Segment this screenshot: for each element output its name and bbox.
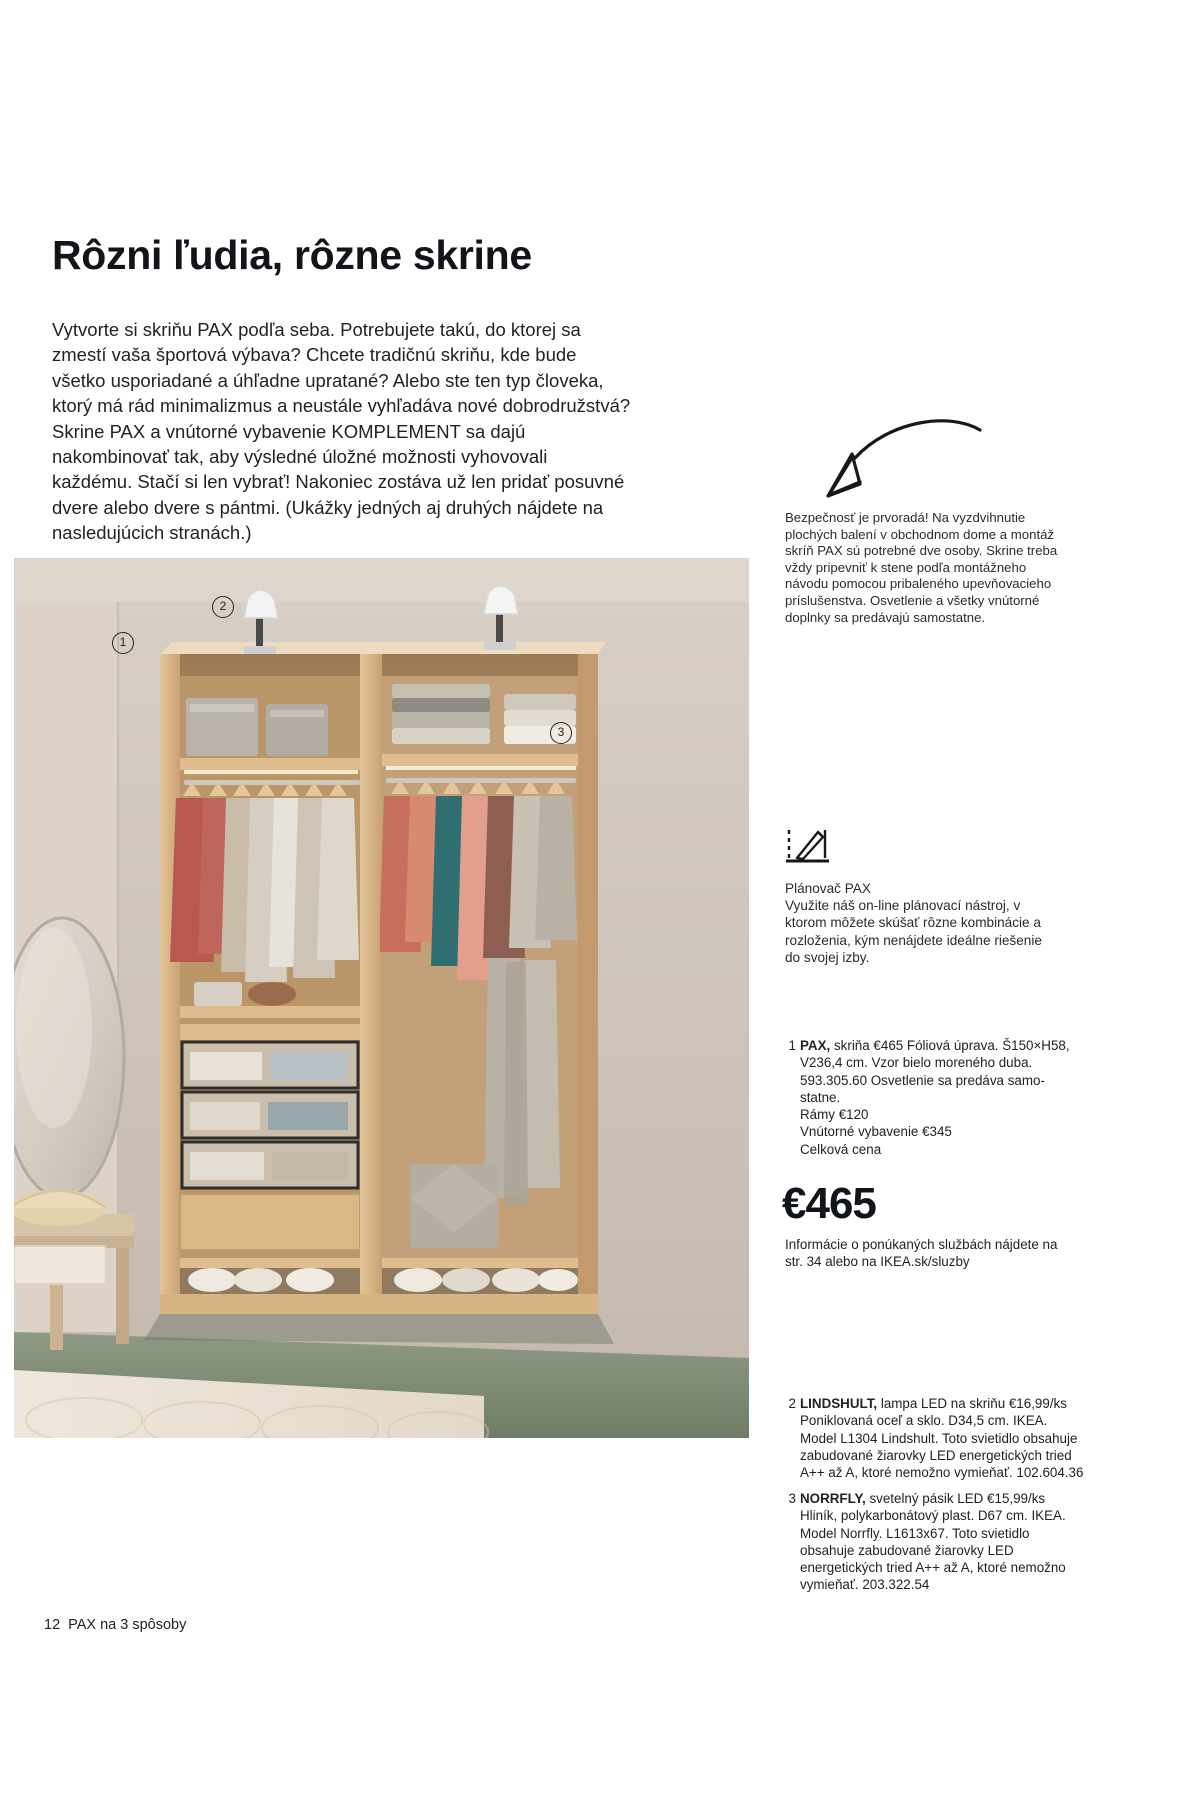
- planner-text: [785, 880, 1045, 966]
- photo-badge-3: 3: [550, 722, 572, 744]
- curved-arrow-to-safety-icon: [800, 418, 1000, 518]
- page-footer: [44, 1617, 186, 1633]
- product-entry-norrfly: [788, 1490, 1085, 1594]
- product-interior-label: Vnútorné vybavenie €345: [800, 1124, 952, 1140]
- product-number: 2: [788, 1396, 796, 1411]
- product-total-label: Celková cena: [800, 1141, 882, 1157]
- product-entry-pax: [788, 1037, 1085, 1158]
- product-number: 1: [788, 1038, 796, 1053]
- safety-note-text: Bezpečnosť je prvoradá! Na vyzdvihnutie plochých balení v obchodnom dome a montáž skríň PAX sú potrebné dve osoby. Skrine treba vždy pripevniť k stene podľa montážneho návodu pomocou pribaleného upevňovacieho príslušenstva. Osvetlenie a všetky vnútorné doplnky sa predávajú samostatne.: [785, 510, 1058, 625]
- wardrobe-photo: [14, 558, 749, 1438]
- product-number: 3: [788, 1491, 796, 1506]
- product-entry-lindshult: [788, 1395, 1085, 1481]
- product-body: [800, 1395, 1085, 1481]
- product-description: svetelný pásik LED €15,99/ks Hliník, polykarbonátový plast. D67 cm. IKEA. Model Norrfly. L1613x67. Toto svietidlo obsahuje zabudované žiarovky LED energetických tried A++ až A, ktoré nemožno vymieňať. 203.322.54: [800, 1491, 1066, 1593]
- product-name: NORRFLY,: [800, 1491, 866, 1506]
- intro-text: Vytvorte si skriňu PAX podľa seba. Potrebujete takú, do ktorej sa zmestí vaša športová výbava? Chcete tradičnú skriňu, kde bude všetko usporiadané a úhľadne upratané? Alebo ste ten typ človeka, ktorý má rád minimalizmus a neustále vyhľadáva nové dobrodružstvá? Skrine PAX a vnútorné vybavenie KOMPLEMENT sa dajú nakombinovať tak, aby výsledné úložné možnosti vyhovovali každému. Stačí si len vybrať! Nakoniec zostáva už len pridať posuvné dvere alebo dvere s pántmi. (Ukážky jedných aj druhých nájdete na nasledujúcich stranách.): [52, 319, 631, 544]
- product-name: PAX,: [800, 1038, 831, 1053]
- photo-badge-1: 1: [112, 632, 134, 654]
- product-description: skriňa €465 Fóliová úprava. Š150×H58, V236,4 cm. Vzor bielo moreného duba. 593.305.60 Osvetlenie sa predáva samo-statne.: [800, 1038, 1070, 1105]
- product-description: lampa LED na skriňu €16,99/ks Poniklovaná oceľ a sklo. D34,5 cm. IKEA. Model L1304 Lindshult. Toto svietidlo obsahuje zabudované žiarovky LED energetických tried A++ až A, ktoré nemožno vymieňať. 102.604.36: [800, 1396, 1084, 1481]
- page-title: Rôzni ľudia, rôzne skrine: [52, 232, 532, 279]
- product-body: [800, 1037, 1085, 1158]
- planner-title: Plánovač PAX: [785, 881, 871, 896]
- services-note-text: Informácie o ponúkaných službách nájdete na str. 34 alebo na IKEA.sk/sluzby: [785, 1237, 1058, 1270]
- footer-section: PAX na 3 spôsoby: [68, 1617, 187, 1633]
- footer-page-number: 12: [44, 1617, 61, 1633]
- planner-description: Využite náš on-line plánovací nástroj, v ktorom môžete skúšať rôzne kombinácie a rozloženia, kým nenájdete ideálne riešenie do svojej izby.: [785, 898, 1042, 965]
- product-frames-label: Rámy €120: [800, 1107, 869, 1123]
- photo-badge-2: 2: [212, 596, 234, 618]
- planner-block: [785, 828, 1045, 966]
- product-name: LINDSHULT,: [800, 1396, 878, 1411]
- services-note: [785, 1236, 1075, 1270]
- total-price: €465: [782, 1179, 876, 1228]
- product-body: [800, 1490, 1085, 1594]
- planner-sketch-icon: [785, 828, 837, 870]
- intro-paragraph: [52, 317, 632, 546]
